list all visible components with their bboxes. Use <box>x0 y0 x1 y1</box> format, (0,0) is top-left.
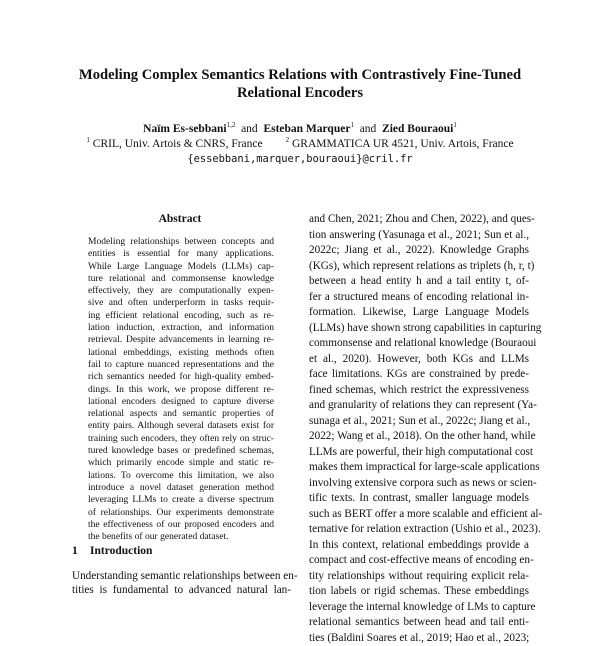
text-line: entities is essential for many applications. <box>88 248 274 260</box>
text-line: and Chen, 2021; Zhou and Chen, 2022), and ques- <box>309 212 529 228</box>
text-line: Understanding semantic relationships between en- <box>72 569 291 583</box>
text-line: relational aspects and semantic properties of <box>88 408 274 420</box>
text-line: sive and often underperform in tasks requir- <box>88 297 274 309</box>
author-joiner: and <box>360 123 377 135</box>
affiliations <box>40 137 560 151</box>
text-line: 2022; Wang et al., 2018). On the other hand, while <box>309 429 529 445</box>
text-line: tured knowledge bases or predefined schemas, <box>88 445 274 457</box>
text-line: tity relationships without requiring explicit rela- <box>309 569 529 585</box>
text-line: (LLMs) have shown strong capabilities in capturing <box>309 321 529 337</box>
text-line: involving extensive corpora such as news or scien- <box>309 476 529 492</box>
author-list <box>40 122 560 136</box>
text-line: et al., 2020). However, both KGs and LLMs <box>309 352 529 368</box>
text-line: ing efficient relational encoding, such as re- <box>88 310 274 322</box>
affiliation-text: GRAMMATICA UR 4521, Univ. Artois, France <box>292 138 514 150</box>
author-name: Naïm Es-sebbani <box>143 123 226 135</box>
author-name: Esteban Marquer <box>263 123 350 135</box>
text-line: relational semantics between head and tail enti- <box>309 615 529 631</box>
title-line: Relational Encoders <box>40 84 560 102</box>
author-affiliation-mark: 1 <box>453 121 457 129</box>
text-line: training such encoders, they often rely on struc- <box>88 433 274 445</box>
affiliation-mark: 1 <box>86 136 90 144</box>
introduction-body <box>72 569 291 598</box>
text-line: lations. To overcome this limitation, we also <box>88 470 274 482</box>
text-line: entity pairs. Although several datasets exist for <box>88 420 274 432</box>
text-line: rich semantics needed for high-quality embed- <box>88 371 274 383</box>
text-line: commonsense and relational knowledge (Bouraoui <box>309 336 529 352</box>
text-line: tific texts. In contrast, smaller language models <box>309 491 529 507</box>
text-line: ties (Baldini Soares et al., 2019; Hao et al., 2023; <box>309 631 529 646</box>
text-line: 2022c; Jiang et al., 2022). Knowledge Graphs <box>309 243 529 259</box>
text-line: the effectiveness of our proposed encoders and <box>88 519 274 531</box>
text-line: effectively, they are computationally expen- <box>88 285 274 297</box>
text-line: Modeling relationships between concepts and <box>88 236 274 248</box>
text-line: While Large Language Models (LLMs) cap- <box>88 261 274 273</box>
right-column-body <box>309 212 529 646</box>
section-heading <box>72 544 292 558</box>
author-affiliation-mark: 1,2 <box>227 121 236 129</box>
text-line: and granularity of relations they can represent (Ya- <box>309 398 529 414</box>
text-line: which primarily encode simple and static re- <box>88 457 274 469</box>
section-title: Introduction <box>90 545 152 557</box>
text-line: leveraging LLMs to create a diverse spectrum <box>88 494 274 506</box>
text-line: formation. Likewise, Large Language Models <box>309 305 529 321</box>
author-joiner: and <box>241 123 258 135</box>
text-line: tion labels or rigid schemas. These embeddings <box>309 584 529 600</box>
text-line: lational encoders designed to capture diverse <box>88 396 274 408</box>
text-line: fined schemas, which restrict the expressiveness <box>309 383 529 399</box>
author-email: {essebbani,marquer,bouraoui}@cril.fr <box>40 152 560 166</box>
text-line: dings. In this work, we propose different re- <box>88 384 274 396</box>
affiliation-text: CRIL, Univ. Artois & CNRS, France <box>93 138 263 150</box>
text-line: the benefits of our generated dataset. <box>88 531 274 543</box>
affiliation-mark: 2 <box>286 136 290 144</box>
author-name: Zied Bouraoui <box>382 123 453 135</box>
title-line: Modeling Complex Semantics Relations with Contrastively Fine-Tuned <box>40 66 560 84</box>
text-line: introduce a novel dataset generation method <box>88 482 274 494</box>
text-line: lation induction, extraction, and information <box>88 322 274 334</box>
text-line: fail to capture nuanced representations and the <box>88 359 274 371</box>
section-number: 1 <box>72 544 90 558</box>
text-line: sunaga et al., 2021; Sun et al., 2022c; Jiang et al., <box>309 414 529 430</box>
text-line: of relationships. Our experiments demonstrate <box>88 507 274 519</box>
text-line: (KGs), which represent relations as triplets (h, r, t) <box>309 259 529 275</box>
text-line: tion answering (Yasunaga et al., 2021; Sun et al., <box>309 228 529 244</box>
text-line: face limitations. KGs are constrained by prede- <box>309 367 529 383</box>
paper-title <box>40 66 560 102</box>
abstract-body <box>88 236 274 543</box>
text-line: retrieval. Despite advancements in learning re- <box>88 334 274 346</box>
text-line: In this context, relational embeddings provide a <box>309 538 529 554</box>
text-line: ture relational and commonsense knowledge <box>88 273 274 285</box>
text-line: ternative for relation extraction (Ushio et al., 2023). <box>309 522 529 538</box>
text-line: compact and cost-effective means of encoding en- <box>309 553 529 569</box>
text-line: such as BERT offer a more scalable and efficient al- <box>309 507 529 523</box>
author-affiliation-mark: 1 <box>350 121 354 129</box>
text-line: tities is fundamental to advanced natural lan- <box>72 583 291 597</box>
text-line: leverage the internal knowledge of LMs to capture <box>309 600 529 616</box>
text-line: between a head entity h and a tail entity t, of- <box>309 274 529 290</box>
text-line: LLMs are powerful, their high computational cost <box>309 445 529 461</box>
abstract-heading: Abstract <box>86 212 274 226</box>
text-line: makes them impractical for large-scale applications <box>309 460 529 476</box>
text-line: lational embeddings, existing methods often <box>88 347 274 359</box>
text-line: fer a structured means of encoding relational in- <box>309 290 529 306</box>
